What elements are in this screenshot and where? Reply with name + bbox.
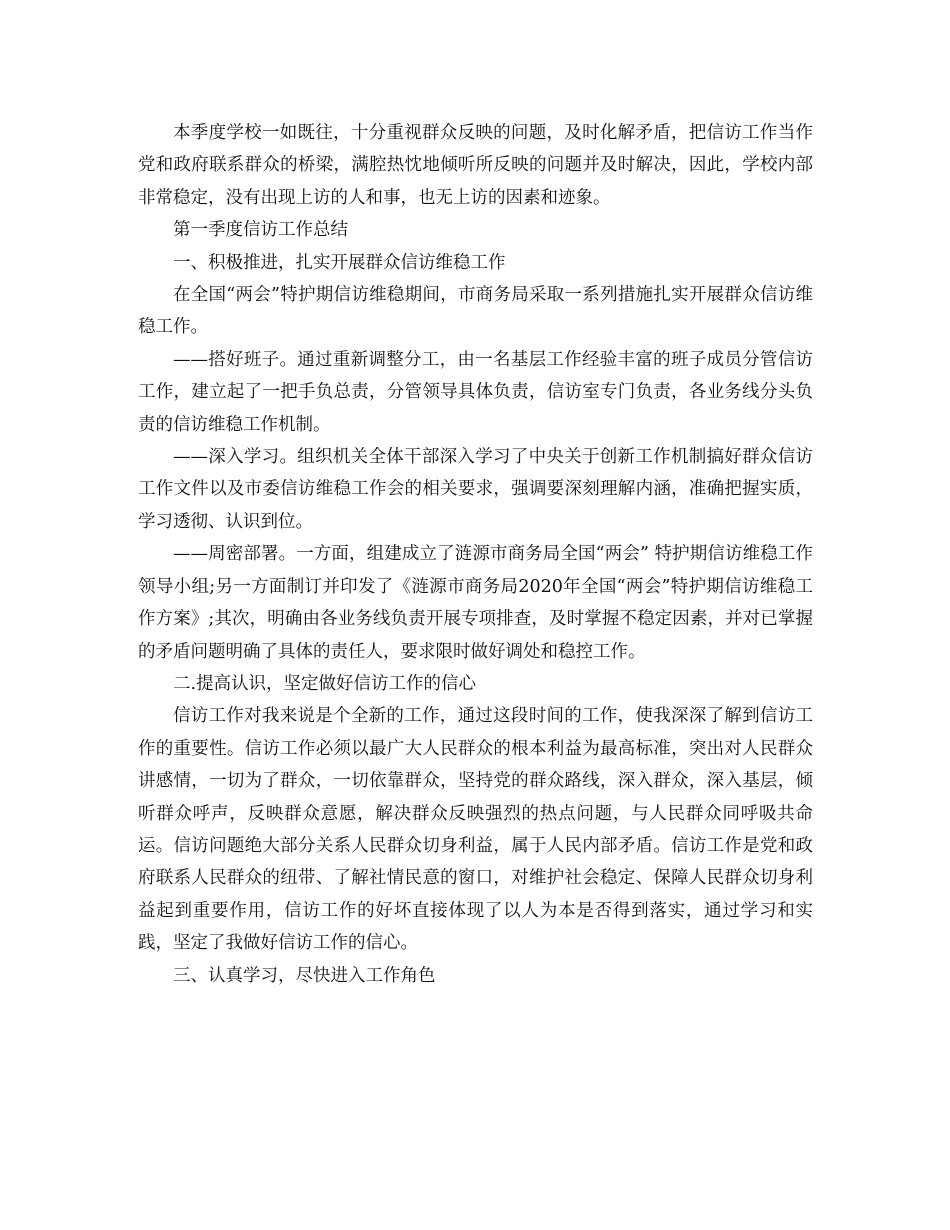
paragraph-deployment: ——周密部署。一方面，组建成立了涟源市商务局全国“两会” 特护期信访维稳工作领导小组;另一方面制订并印发了《涟源市商务局2020年全国“两会”特护期信访维稳工作方案》;其次，明确由各业务线负责开展专项排查，及时掌握不稳定因素，并对已掌握的矛盾问题明确了具体的责任人，要求限时做好调处和稳控工作。 [138, 544, 813, 662]
paragraph-two-sessions: 在全国“两会”特护期信访维稳期间，市商务局采取一系列措施扎实开展群众信访维稳工作。 [138, 285, 813, 338]
heading-two: 二.提高认识，坚定做好信访工作的信心 [173, 673, 477, 694]
heading-three: 三、认真学习，尽快进入工作角色 [173, 965, 436, 986]
section-title: 第一季度信访工作总结 [173, 220, 348, 241]
paragraph-study: ——深入学习。组织机关全体干部深入学习了中央关于创新工作机制搞好群众信访工作文件以及市委信访维稳工作会的相关要求，强调要深刻理解内涵，准确把握实质，学习透彻、认识到位。 [138, 447, 813, 532]
document-body [138, 117, 813, 992]
paragraph-team: ——搭好班子。通过重新调整分工，由一名基层工作经验丰富的班子成员分管信访工作，建立起了一把手负总责，分管领导具体负责，信访室专门负责，各业务线分头负责的信访维稳工作机制。 [138, 349, 813, 435]
heading-one: 一、积极推进，扎实开展群众信访维稳工作 [173, 252, 506, 273]
paragraph-intro: 本季度学校一如既往，十分重视群众反映的问题，及时化解矛盾，把信访工作当作党和政府联系群众的桥梁，满腔热忱地倾听所反映的问题并及时解决，因此，学校内部非常稳定，没有出现上访的人和事，也无上访的因素和迹象。 [138, 123, 813, 208]
paragraph-importance: 信访工作对我来说是个全新的工作，通过这段时间的工作，使我深深了解到信访工作的重要性。信访工作必须以最广大人民群众的根本利益为最高标准，突出对人民群众讲感情，一切为了群众，一切依靠群众，坚持党的群众路线，深入群众，深入基层，倾听群众呼声，反映群众意愿，解决群众反映强烈的热点问题，与人民群众同呼吸共命运。信访问题绝大部分关系人民群众切身利益，属于人民内部矛盾。信访工作是党和政府联系人民群众的纽带、了解社情民意的窗口，对维护社会稳定、保障人民群众切身利益起到重要作用，信访工作的好坏直接体现了以人为本是否得到落实，通过学习和实践，坚定了我做好信访工作的信心。 [138, 706, 813, 954]
